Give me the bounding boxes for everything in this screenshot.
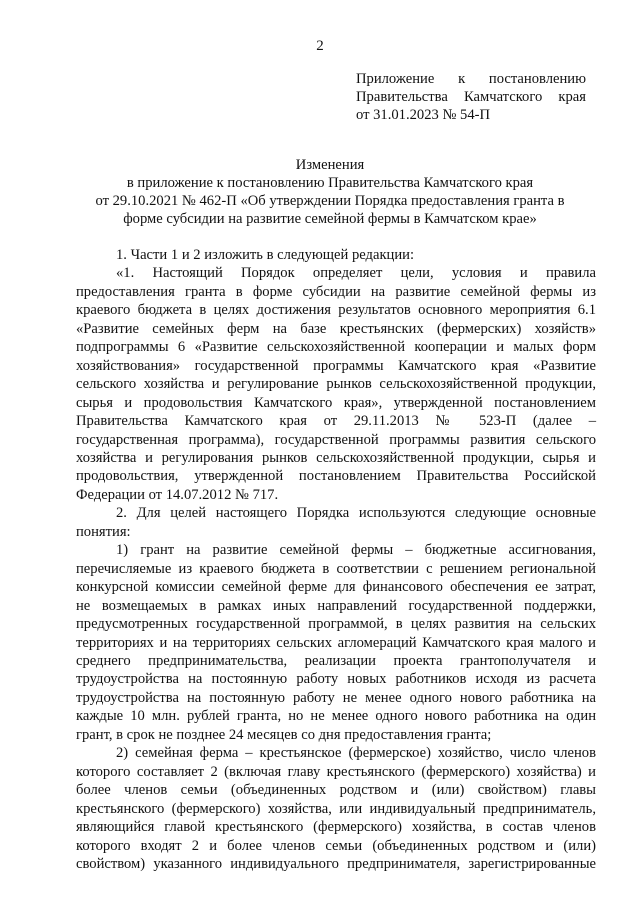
body-line: продовольствия, утвержденной постановлением Правительства Российской <box>76 468 596 485</box>
title-line: Изменения <box>295 157 365 173</box>
body-line: краевого бюджета в целях достижения результатов основного мероприятия 6.1 <box>76 302 596 319</box>
body-line: более членов семьи (объединенных родством и (или) свойством) главы <box>76 782 596 799</box>
body-line: Правительства Камчатского края от 29.11.2013 № 523-П (далее – <box>76 413 596 430</box>
body-line: которого входят 2 и более членов семьи (объединенных родством и (или) <box>76 837 596 854</box>
body-line: являющийся главой крестьянского (фермерского) хозяйства, в состав членов <box>76 819 596 836</box>
document-body <box>76 246 596 873</box>
body-line: хозяйствования» государственной программы Камчатского края «Развитие <box>76 357 596 374</box>
body-line: 2) семейная ферма – крестьянское (фермерское) хозяйство, число членов <box>116 745 596 762</box>
body-line: свойством) указанного индивидуального предпринимателя, зарегистрированные <box>76 855 596 872</box>
body-line: каждые 10 млн. рублей гранта, но не менее одного нового работника на один <box>76 708 596 725</box>
body-line: понятия: <box>76 523 131 540</box>
body-line: 2. Для целей настоящего Порядка используются следующие основные <box>116 505 596 522</box>
document-title <box>60 156 600 228</box>
body-line: крестьянского (фермерского) хозяйства, или индивидуальный предприниматель, <box>76 800 596 817</box>
body-line: среднего предпринимательства, реализации проекта грантополучателя и <box>76 652 596 669</box>
appendix-line: Правительства Камчатского края <box>356 89 586 105</box>
body-line: государственная программа), государственной программы развития сельского <box>76 431 596 448</box>
appendix-line: Приложение к постановлению <box>356 71 586 87</box>
body-line: не возмещаемых в рамках иных направлений государственной поддержки, <box>76 597 596 614</box>
body-line: предусмотренных государственной программой, в целях развития на сельских <box>76 616 596 633</box>
body-line: хозяйства и регулирования рынков сельскохозяйственной продукции, сырья и <box>76 449 596 466</box>
page-number: 2 <box>316 38 324 54</box>
body-line: Федерации от 14.07.2012 № 717. <box>76 486 279 503</box>
title-line: в приложение к постановлению Правительства Камчатского края <box>126 175 534 191</box>
body-line: 1. Части 1 и 2 изложить в следующей редакции: <box>116 247 415 263</box>
body-line: подпрограммы 6 «Развитие сельскохозяйственной кооперации и малых форм <box>76 339 596 356</box>
body-line: 1) грант на развитие семейной фермы – бюджетные ассигнования, <box>116 542 596 559</box>
body-line: грант, в срок не позднее 24 месяцев со дня предоставления гранта; <box>76 726 492 743</box>
body-line: трудоустройства на постоянную работу новых работников исходя из расчета <box>76 671 596 688</box>
appendix-header <box>356 70 586 124</box>
body-line: сырья и продовольствия Камчатского края», утвержденной постановлением <box>76 394 596 411</box>
title-line: от 29.10.2021 № 462-П «Об утверждении Порядка предоставления гранта в <box>95 193 565 209</box>
title-line: форме субсидии на развитие семейной фермы в Камчатском крае» <box>123 211 537 227</box>
appendix-line: от 31.01.2023 № 54-П <box>356 107 491 123</box>
body-line: перечисляемые из краевого бюджета в соответствии с решением региональной <box>76 560 596 577</box>
body-line: трудоустройства на постоянную работу не менее одного нового работника на <box>76 689 596 706</box>
body-line: конкурсной комиссии семейной ферме для финансового обеспечения ее затрат, <box>76 579 596 596</box>
body-line: территориях и на территориях сельских агломераций Камчатского края малого и <box>76 634 596 651</box>
body-line: сельского хозяйства и регулирование рынков сельскохозяйственной продукции, <box>76 376 596 393</box>
body-line: «Развитие семейных ферм на базе крестьянских (фермерских) хозяйств» <box>76 320 596 337</box>
body-line: «1. Настоящий Порядок определяет цели, условия и правила <box>116 265 596 282</box>
body-line: которого составляет 2 (включая главу крестьянского (фермерского) хозяйства) и <box>76 763 596 780</box>
body-line: предоставления гранта в форме субсидии на развитие семейной фермы из <box>76 283 596 300</box>
